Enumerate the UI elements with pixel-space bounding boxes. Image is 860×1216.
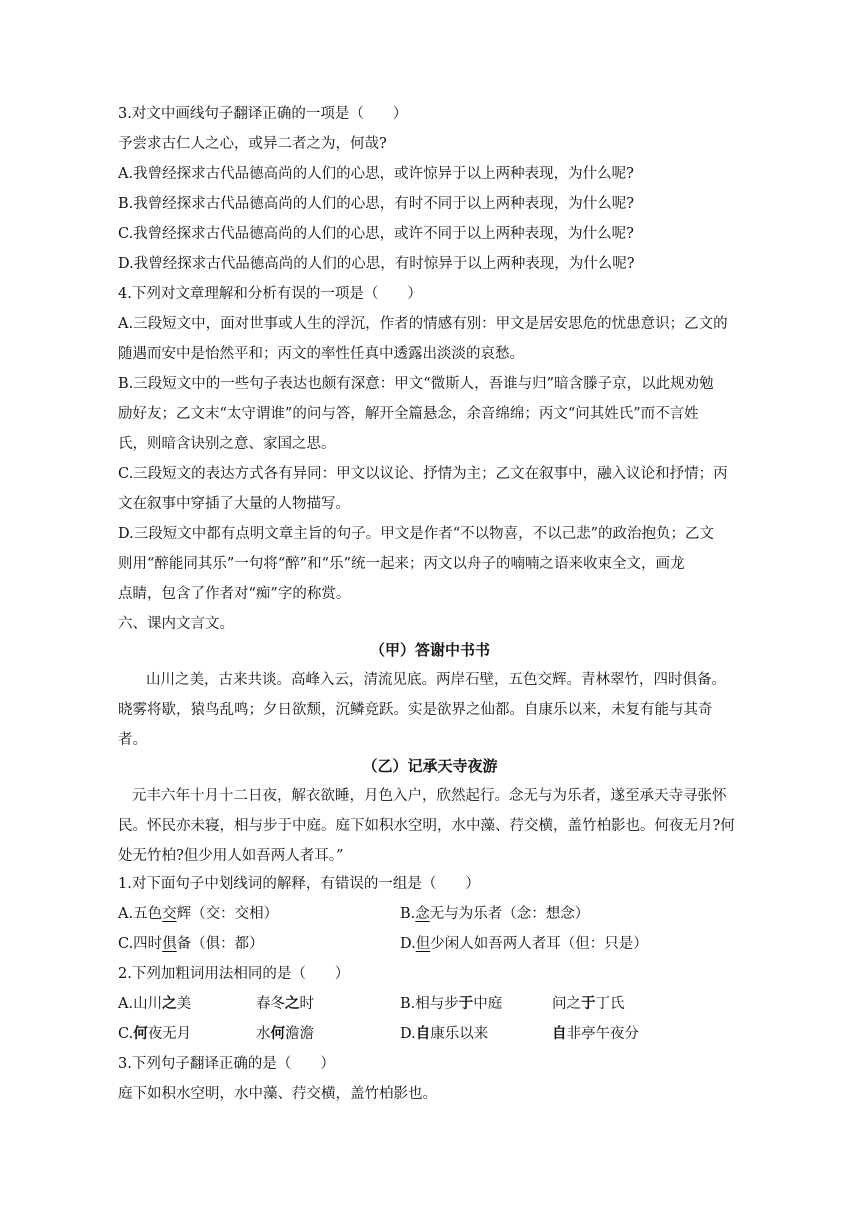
q3b-stem: 3.下列句子翻译正确的是（ ）: [118, 1056, 335, 1072]
passage-jia-line3: 者。: [118, 732, 147, 748]
section-heading: 六、课内文言文。: [118, 616, 234, 632]
passage-jia-title: （甲）答谢中书书: [369, 641, 490, 659]
q4-option-b-line3: 氏，则暗含诀别之意、家国之思。: [118, 436, 336, 452]
q1-d-pre: D.: [400, 936, 416, 952]
q2-option-d-1: [400, 1024, 488, 1044]
passage-yi-line1: 元丰六年十月十二日夜，解衣欲睡，月色入户，欣然起行。念无与为乐者，遂至承天寺寻张怀: [132, 788, 727, 804]
q2-c1-post: 夜无月: [147, 1026, 192, 1042]
q2-option-a-1: [118, 994, 191, 1014]
q3a-option-c: C.我曾经探求古代品德高尚的人们的心思，或许不同于以上两种表现，为什么呢?: [118, 226, 634, 242]
q1-c-post: 备（俱：都）: [176, 936, 264, 952]
q2-c2-post: 澹澹: [285, 1026, 314, 1042]
q1-d-post: 少闲人如吾两人者耳（但：只是）: [430, 936, 648, 952]
q3a-option-d: D.我曾经探求古代品德高尚的人们的心思，有时惊异于以上两种表现，为什么呢?: [118, 256, 635, 272]
q4-option-c-line1: C.三段短文的表达方式各有异同：甲文以议论、抒情为主；乙文在叙事中，融入议论和抒情；丙: [118, 466, 728, 482]
q2-a1-post: 美: [176, 996, 192, 1012]
q2-b1-bold: 于: [458, 995, 474, 1012]
q4-option-a-line2: 随遇而安中是怡然平和；丙文的率性任真中透露出淡淡的哀愁。: [118, 346, 524, 362]
q2-d1-pre: D.: [400, 1026, 416, 1042]
q3a-option-a: A.我曾经探求古代品德高尚的人们的心思，或许惊异于以上两种表现，为什么呢?: [118, 166, 634, 182]
q1-b-post: 无与为乐者（念：想念）: [429, 906, 590, 922]
q2-option-c-2: [256, 1024, 314, 1044]
q4-option-b-line2: 励好友；乙文末“太守谓谁”的问与答，解开全篇悬念，余音绵绵；丙文“问其姓氏”而不言姓: [118, 406, 699, 422]
q2-option-c-1: [118, 1024, 191, 1044]
q1-c-pre: C.四时: [118, 936, 163, 952]
q4-option-d-line2: 则用“醉能同其乐”一句将“醉”和“乐”统一起来；丙文以舟子的喃喃之语来收束全文，画龙: [118, 556, 685, 572]
q2-c1-pre: C.: [118, 1026, 134, 1042]
passage-yi-line2: 民。怀民亦未寝，相与步于中庭。庭下如积水空明，水中藻、荇交横，盖竹柏影也。何夜无月?何: [118, 818, 735, 834]
q1-option-b: [400, 904, 589, 924]
q4-stem: 4.下列对文章理解和分析有误的一项是（ ）: [118, 286, 422, 302]
passage-yi-line3: 处无竹柏?但少用人如吾两人者耳。”: [118, 848, 344, 864]
q1-c-underlined: 俱: [162, 936, 177, 952]
q4-option-d-line1: D.三段短文中都有点明文章主旨的句子。甲文是作者“不以物喜，不以己悲”的政治抱负；乙文: [118, 526, 715, 542]
q4-option-d-line3: 点睛，包含了作者对“痴”字的称赏。: [118, 586, 351, 602]
q2-a2-pre: 春冬: [256, 996, 285, 1012]
q1-a-post: 辉（交：交相）: [176, 906, 279, 922]
passage-jia-line1: 山川之美，古来共谈。高峰入云，清流见底。两岸石壁，五色交辉。青林翠竹，四时俱备。: [146, 672, 726, 688]
q1-stem: 1.对下面句子中划线词的解释，有错误的一组是（ ）: [118, 876, 480, 892]
q1-d-underlined: 但: [415, 936, 431, 952]
passage-yi-title: （乙）记承天寺夜游: [362, 757, 498, 775]
q3a-option-b: B.我曾经探求古代品德高尚的人们的心思，有时不同于以上两种表现，为什么呢?: [118, 196, 635, 212]
q2-a1-pre: A.山川: [118, 996, 163, 1012]
q2-option-d-2: [552, 1024, 639, 1044]
q1-option-a: [118, 904, 278, 924]
q1-b-underlined: 念: [415, 906, 430, 922]
q2-d1-bold: 自: [415, 1025, 431, 1042]
q2-b2-pre: 问之: [552, 996, 581, 1012]
q2-option-b-1: [400, 994, 502, 1014]
q3a-sentence: 予尝求古仁人之心，或异二者之为，何哉?: [118, 136, 387, 152]
q2-option-a-2: [256, 994, 314, 1014]
q2-a1-bold: 之: [162, 995, 177, 1012]
q2-b1-pre: B.相与步: [400, 996, 459, 1012]
q2-b1-post: 中庭: [473, 996, 503, 1012]
q2-c1-bold: 何: [133, 1025, 148, 1042]
q2-d2-bold: 自: [552, 1025, 567, 1042]
q2-stem: 2.下列加粗词用法相同的是（ ）: [118, 966, 350, 982]
q1-a-underlined: 交: [162, 906, 177, 922]
q2-b2-post: 丁氏: [595, 996, 625, 1012]
q2-d2-post: 非亭午夜分: [566, 1026, 639, 1042]
q1-option-d: [400, 934, 648, 954]
q3b-sentence: 庭下如积水空明，水中藻、荇交横，盖竹柏影也。: [118, 1086, 437, 1102]
q3a-stem: 3.对文中画线句子翻译正确的一项是（ ）: [118, 106, 408, 122]
q4-option-c-line2: 文在叙事中穿插了大量的人物描写。: [118, 496, 350, 512]
q2-a2-post: 时: [299, 996, 314, 1012]
q2-d1-post: 康乐以来: [430, 1026, 489, 1042]
passage-jia-line2: 晓雾将歇，猿鸟乱鸣；夕日欲颓，沉鳞竞跃。实是欲界之仙都。自康乐以来，未复有能与其奇: [118, 702, 713, 718]
q1-a-pre: A.五色: [118, 906, 163, 922]
q1-option-c: [118, 934, 264, 954]
q1-b-pre: B.: [400, 906, 416, 922]
q2-option-b-2: [552, 994, 625, 1014]
q4-option-b-line1: B.三段短文中的一些句子表达也颇有深意：甲文“微斯人，吾谁与归”暗含滕子京，以此规劝勉: [118, 376, 714, 392]
q2-c2-pre: 水: [256, 1026, 271, 1042]
q2-c2-bold: 何: [270, 1025, 285, 1042]
q4-option-a-line1: A.三段短文中，面对世事或人生的浮沉，作者的情感有别：甲文是居安思危的忧患意识；乙文的: [118, 316, 728, 332]
q2-a2-bold: 之: [285, 995, 300, 1012]
q2-b2-bold: 于: [581, 995, 596, 1012]
